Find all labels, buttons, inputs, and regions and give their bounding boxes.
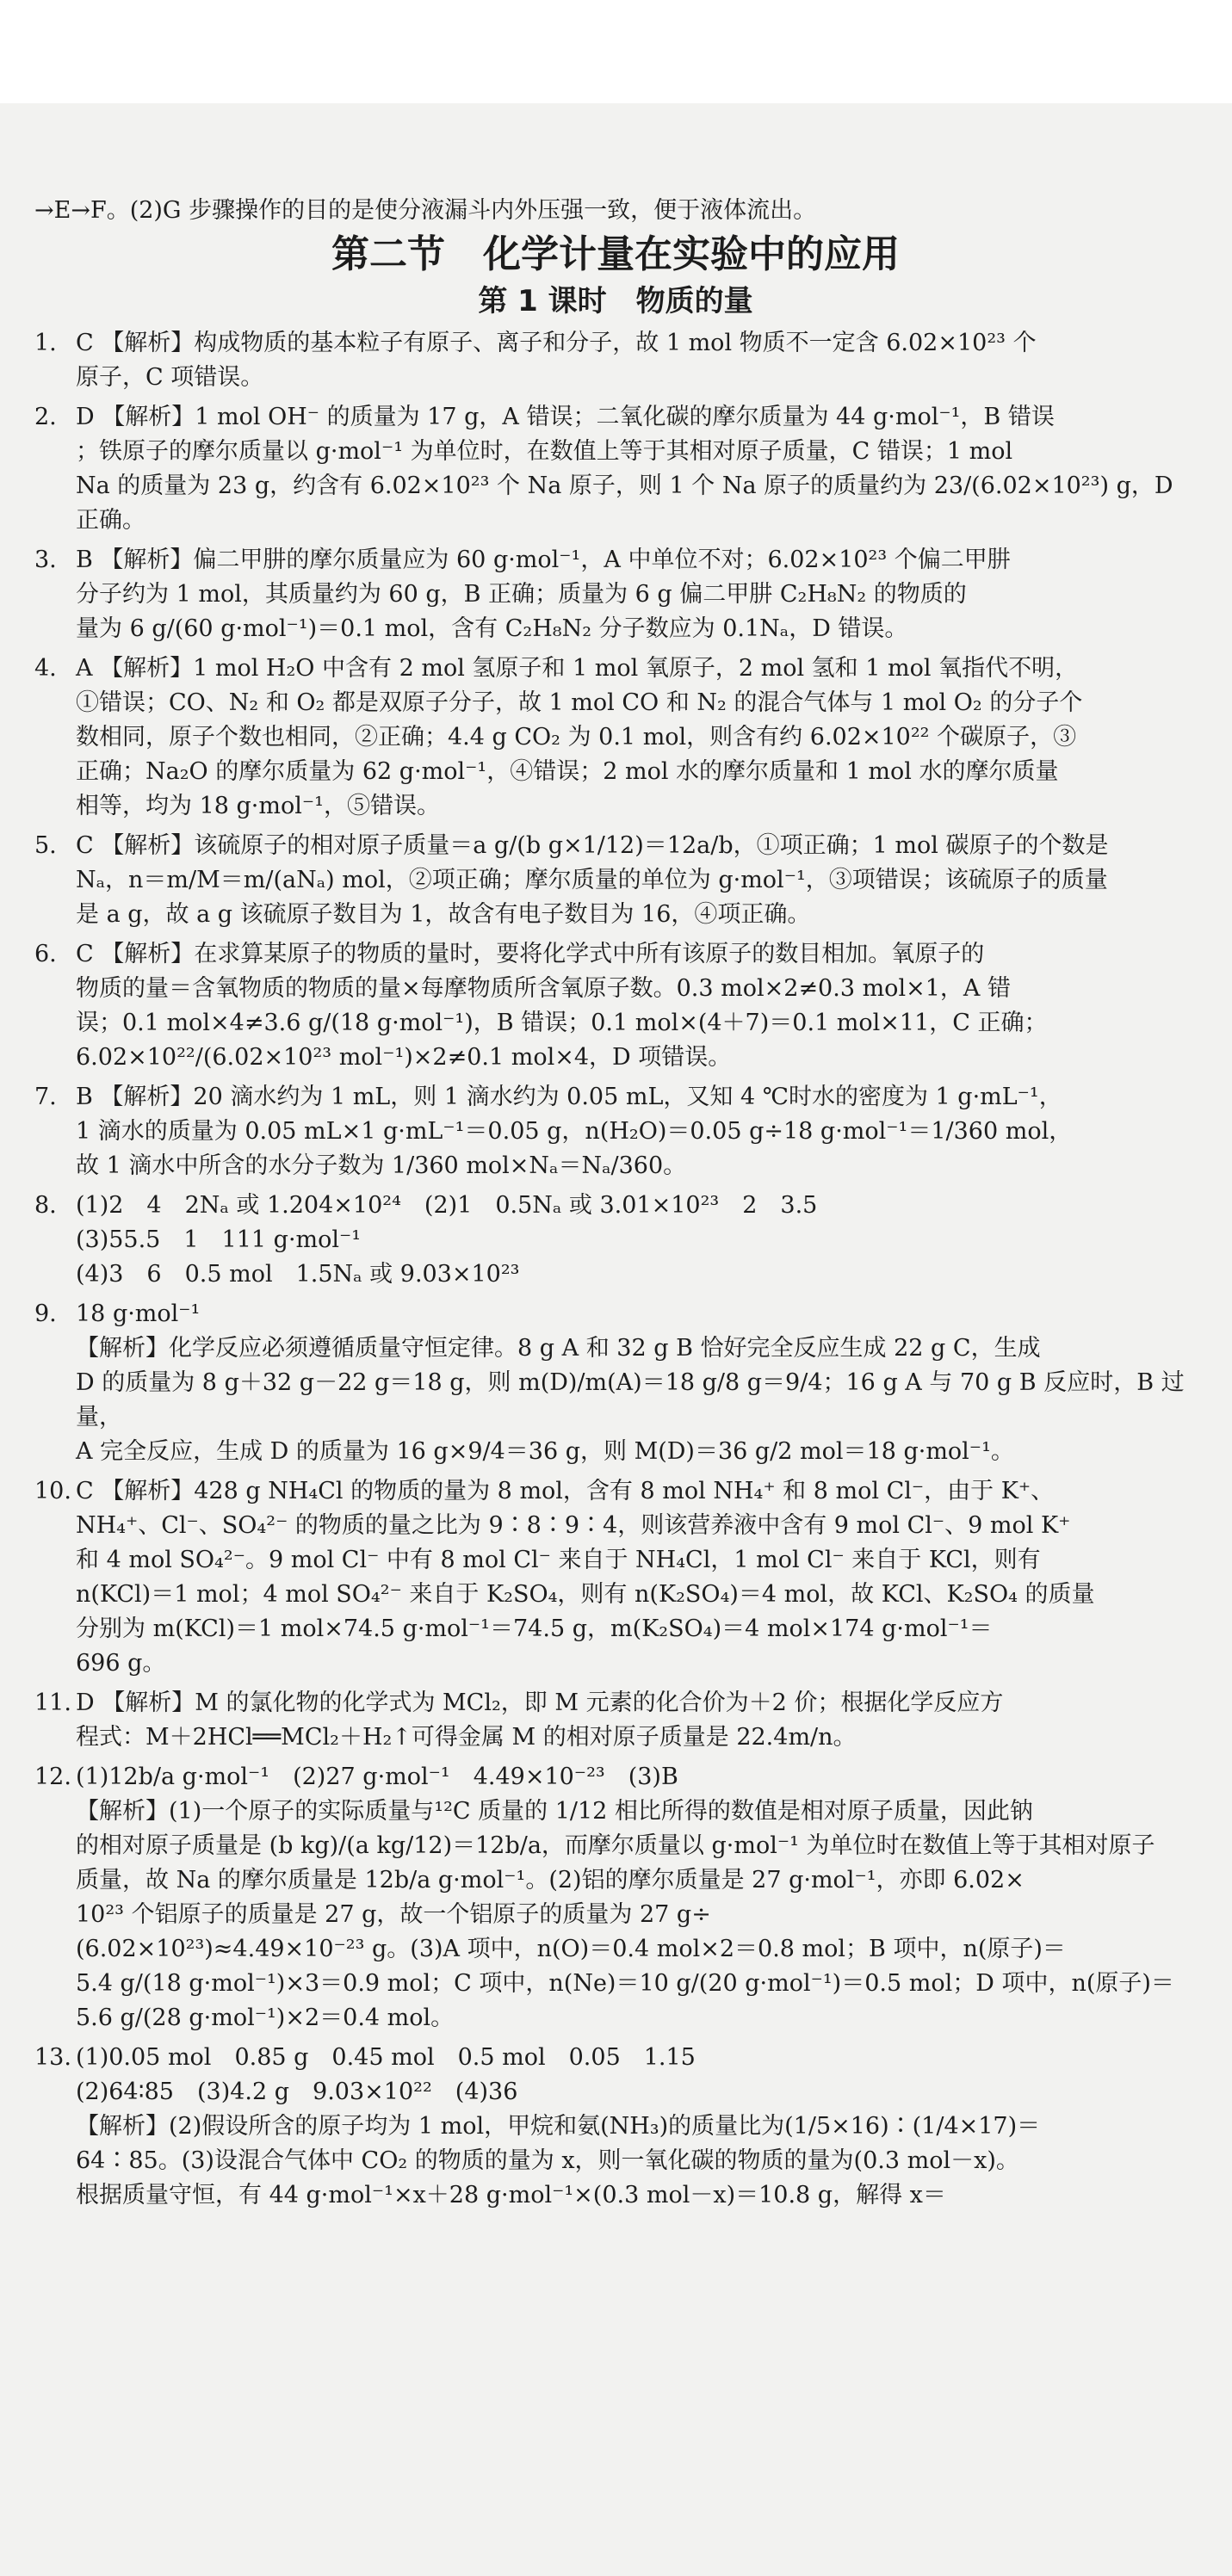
answer-line	[76, 1115, 1197, 1149]
answer-line	[76, 2144, 1197, 2178]
line-text: 64∶85。(3)设混合气体中 CO₂ 的物质的量为 x，则一氧化碳的物质的量为(0.3 mol－x)。	[76, 2147, 1019, 2174]
answer-line	[76, 2110, 1197, 2144]
answer-line	[76, 1863, 1197, 1898]
answer-line	[76, 2075, 1197, 2110]
answer-line	[76, 1331, 1197, 1366]
line-text: 数相同，原子个数也相同，②正确；4.4 g CO₂ 为 0.1 mol，则含有约 6.02×10²² 个碳原子，③	[76, 724, 1077, 751]
line-text: C 【解析】构成物质的基本粒子有原子、离子和分子，故 1 mol 物质不一定含 6.02×10²³ 个	[76, 330, 1037, 356]
answer-line	[76, 2178, 1197, 2213]
answer-line	[76, 1829, 1197, 1863]
line-text: 的相对原子质量是 (b kg)/(a kg/12)＝12b/a，而摩尔质量以 g·mol⁻¹ 为单位时在数值上等于其相对原子	[76, 1832, 1155, 1859]
line-text: Nₐ，n＝m/M＝m/(aNₐ) mol，②项正确；摩尔质量的单位为 g·mol⁻¹，③项错误；该硫原子的质量	[76, 867, 1108, 893]
answer-line	[76, 1720, 1197, 1755]
answer-line	[76, 1435, 1197, 1469]
line-text: n(KCl)＝1 mol；4 mol SO₄²⁻ 来自于 K₂SO₄，则有 n(K₂SO₄)＝4 mol，故 KCl、K₂SO₄ 的质量	[76, 1581, 1095, 1608]
line-text: (4)3 6 0.5 mol 1.5Nₐ 或 9.03×10²³	[76, 1261, 520, 1288]
item-number: 4.	[34, 655, 57, 682]
answer-line	[76, 1646, 1197, 1681]
line-text: 误；0.1 mol×4≠3.6 g/(18 g·mol⁻¹)，B 错误；0.1 mol×(4＋7)＝0.1 mol×11，C 正确；	[76, 1010, 1048, 1036]
item-number: 3.	[34, 547, 57, 573]
line-text: 分子约为 1 mol，其质量约为 60 g，B 正确；质量为 6 g 偏二甲肼 C₂H₈N₂ 的物质的	[76, 581, 967, 608]
line-text: 5.4 g/(18 g·mol⁻¹)×3＝0.9 mol；C 项中，n(Ne)＝10 g/(20 g·mol⁻¹)＝0.5 mol；D 项中，n(原子)＝	[76, 1970, 1174, 1997]
answer-line	[76, 1578, 1197, 1612]
answer-line	[76, 2001, 1197, 2035]
answer-line	[76, 1041, 1197, 1075]
answer-item	[34, 543, 1197, 646]
answer-line	[76, 1257, 1197, 1292]
answer-line	[76, 469, 1197, 503]
answer-line	[76, 1006, 1197, 1041]
answer-item	[34, 1474, 1197, 1681]
line-text: 分别为 m(KCl)＝1 mol×74.5 g·mol⁻¹＝74.5 g，m(K₂SO₄)＝4 mol×174 g·mol⁻¹＝	[76, 1615, 993, 1642]
line-text: Na 的质量为 23 g，约含有 6.02×10²³ 个 Na 原子，则 1 个 Na 原子的质量约为 23/(6.02×10²³) g，D	[76, 473, 1173, 499]
line-text: A 完全反应，生成 D 的质量为 16 g×9/4＝36 g，则 M(D)＝36 g/2 mol＝18 g·mol⁻¹。	[76, 1438, 1014, 1465]
answer-line	[34, 326, 1197, 361]
answer-line	[34, 829, 1197, 863]
answer-line	[34, 1189, 1197, 1223]
header-line: →E→F。(2)G 步骤操作的目的是使分液漏斗内外压强一致，便于液体流出。	[34, 197, 817, 224]
line-text: 根据质量守恒，有 44 g·mol⁻¹×x＋28 g·mol⁻¹×(0.3 mol－x)＝10.8 g，解得 x＝	[76, 2182, 946, 2208]
top-blank-band	[0, 0, 1232, 103]
answer-line	[34, 1686, 1197, 1720]
answer-line	[76, 972, 1197, 1006]
line-text: 物质的量＝含氧物质的物质的量×每摩物质所含氧原子数。0.3 mol×2≠0.3 mol×1，A 错	[76, 975, 1011, 1002]
line-text: D 的质量为 8 g＋32 g－22 g＝18 g，则 m(D)/m(A)＝18 g/8 g＝9/4；16 g A 与 70 g B 反应时，B 过量，	[76, 1369, 1185, 1430]
answer-item	[34, 2041, 1197, 2213]
item-number: 2.	[34, 404, 57, 430]
item-number: 13.	[34, 2044, 71, 2071]
answer-item	[34, 652, 1197, 824]
line-text: (1)0.05 mol 0.85 g 0.45 mol 0.5 mol 0.05 1.15	[76, 2044, 696, 2071]
line-text: 【解析】(2)假设所含的原子均为 1 mol，甲烷和氨(NH₃)的质量比为(1/5×16)∶(1/4×17)＝	[76, 2113, 1041, 2140]
line-text: 相等，均为 18 g·mol⁻¹，⑤错误。	[76, 793, 440, 819]
line-text: D 【解析】M 的氯化物的化学式为 MCl₂，即 M 元素的化合价为＋2 价；根据化学反应方	[76, 1690, 1004, 1716]
line-text: 696 g。	[76, 1650, 166, 1677]
line-text: 18 g·mol⁻¹	[76, 1300, 201, 1327]
answer-item	[34, 326, 1197, 395]
answer-line	[34, 1297, 1197, 1331]
item-number: 7.	[34, 1084, 57, 1110]
answer-item	[34, 1760, 1197, 2035]
answer-item	[34, 1189, 1197, 1292]
line-text: C 【解析】428 g NH₄Cl 的物质的量为 8 mol，含有 8 mol NH₄⁺ 和 8 mol Cl⁻，由于 K⁺、	[76, 1478, 1055, 1504]
answer-line	[76, 1149, 1197, 1183]
line-text: 1 滴水的质量为 0.05 mL×1 g·mL⁻¹＝0.05 g，n(H₂O)＝0.05 g÷18 g·mol⁻¹＝1/360 mol，	[76, 1118, 1073, 1145]
line-text: D 【解析】1 mol OH⁻ 的质量为 17 g，A 错误；二氧化碳的摩尔质量为 44 g·mol⁻¹，B 错误	[76, 404, 1055, 430]
answer-item	[34, 937, 1197, 1075]
answer-line	[76, 1932, 1197, 1967]
item-number: 10.	[34, 1478, 71, 1504]
answer-line	[34, 652, 1197, 686]
line-text: 正确。	[76, 507, 145, 534]
answer-list	[34, 326, 1197, 2213]
answer-line	[76, 686, 1197, 720]
answer-line	[76, 789, 1197, 824]
answer-line	[34, 937, 1197, 972]
section-title: 第二节 化学计量在实验中的应用	[331, 232, 900, 276]
line-text: (1)2 4 2Nₐ 或 1.204×10²⁴ (2)1 0.5Nₐ 或 3.01×10²³ 2 3.5	[76, 1192, 818, 1219]
answer-line	[34, 1760, 1197, 1795]
answer-line	[76, 898, 1197, 932]
line-text: (6.02×10²³)≈4.49×10⁻²³ g。(3)A 项中，n(O)＝0.4 mol×2＝0.8 mol；B 项中，n(原子)＝	[76, 1936, 1066, 1962]
line-text: 【解析】(1)一个原子的实际质量与¹²C 质量的 1/12 相比所得的数值是相对原子质量，因此钠	[76, 1798, 1033, 1825]
item-number: 5.	[34, 832, 57, 859]
line-text: 5.6 g/(28 g·mol⁻¹)×2＝0.4 mol。	[76, 2005, 455, 2031]
line-text: ①错误；CO、N₂ 和 O₂ 都是双原子分子，故 1 mol CO 和 N₂ 的混合气体与 1 mol O₂ 的分子个	[76, 689, 1083, 716]
line-text: NH₄⁺、Cl⁻、SO₄²⁻ 的物质的量之比为 9∶8∶9∶4，则该营养液中含有 9 mol Cl⁻、9 mol K⁺	[76, 1512, 1071, 1539]
answer-item	[34, 400, 1197, 538]
item-number: 1.	[34, 330, 57, 356]
answer-line	[76, 361, 1197, 395]
line-text: 和 4 mol SO₄²⁻。9 mol Cl⁻ 中有 8 mol Cl⁻ 来自于 NH₄Cl，1 mol Cl⁻ 来自于 KCl，则有	[76, 1547, 1041, 1573]
answer-line	[76, 755, 1197, 789]
answer-line	[76, 863, 1197, 898]
line-text: B 【解析】20 滴水约为 1 mL，则 1 滴水约为 0.05 mL，又知 4 ℃时水的密度为 1 g·mL⁻¹，	[76, 1084, 1062, 1110]
answer-line	[34, 1080, 1197, 1115]
line-text: C 【解析】在求算某原子的物质的量时，要将化学式中所有该原子的数目相加。氧原子的	[76, 941, 985, 967]
answer-line	[76, 1223, 1197, 1257]
line-text: 程式：M＋2HCl══MCl₂＋H₂↑可得金属 M 的相对原子质量是 22.4m/n。	[76, 1724, 857, 1751]
line-text: 质量，故 Na 的摩尔质量是 12b/a g·mol⁻¹。(2)铝的摩尔质量是 27 g·mol⁻¹，亦即 6.02×	[76, 1867, 1025, 1893]
line-text: 正确；Na₂O 的摩尔质量为 62 g·mol⁻¹，④错误；2 mol 水的摩尔质量和 1 mol 水的摩尔质量	[76, 758, 1059, 785]
answer-line	[76, 1366, 1197, 1435]
answer-item	[34, 829, 1197, 932]
answer-line	[34, 400, 1197, 435]
line-text: ；铁原子的摩尔质量以 g·mol⁻¹ 为单位时，在数值上等于其相对原子质量，C 错误；1 mol	[76, 438, 1013, 465]
item-number: 8.	[34, 1192, 57, 1219]
document-body	[34, 194, 1197, 2213]
item-number: 6.	[34, 941, 57, 967]
answer-line	[34, 543, 1197, 578]
answer-line	[76, 435, 1197, 469]
line-text: B 【解析】偏二甲肼的摩尔质量应为 60 g·mol⁻¹，A 中单位不对；6.02×10²³ 个偏二甲肼	[76, 547, 1011, 573]
answer-line	[76, 1898, 1197, 1932]
answer-item	[34, 1297, 1197, 1469]
line-text: C 【解析】该硫原子的相对原子质量＝a g/(b g×1/12)＝12a/b，①项正确；1 mol 碳原子的个数是	[76, 832, 1109, 859]
line-text: A 【解析】1 mol H₂O 中含有 2 mol 氢原子和 1 mol 氧原子，2 mol 氢和 1 mol 氧指代不明，	[76, 655, 1079, 682]
answer-line	[76, 612, 1197, 646]
line-text: 量为 6 g/(60 g·mol⁻¹)＝0.1 mol，含有 C₂H₈N₂ 分子数应为 0.1Nₐ，D 错误。	[76, 615, 908, 642]
line-text: (1)12b/a g·mol⁻¹ (2)27 g·mol⁻¹ 4.49×10⁻²³ (3)B	[76, 1764, 678, 1790]
lesson-title: 第 1 课时 物质的量	[478, 284, 753, 318]
answer-line	[34, 2041, 1197, 2075]
answer-line	[76, 720, 1197, 755]
item-number: 11.	[34, 1690, 71, 1716]
item-number: 12.	[34, 1764, 71, 1790]
answer-line	[76, 578, 1197, 612]
line-text: 故 1 滴水中所含的水分子数为 1/360 mol×Nₐ＝Nₐ/360。	[76, 1152, 687, 1179]
answer-line	[34, 1474, 1197, 1509]
answer-line	[76, 1543, 1197, 1578]
item-number: 9.	[34, 1300, 57, 1327]
line-text: 10²³ 个铝原子的质量是 27 g，故一个铝原子的质量为 27 g÷	[76, 1901, 711, 1928]
answer-line	[76, 1612, 1197, 1646]
answer-line	[76, 1795, 1197, 1829]
answer-line	[76, 503, 1197, 538]
answer-line	[76, 1967, 1197, 2001]
line-text: 6.02×10²²/(6.02×10²³ mol⁻¹)×2≠0.1 mol×4，D 项错误。	[76, 1044, 732, 1071]
line-text: (3)55.5 1 111 g·mol⁻¹	[76, 1226, 362, 1253]
line-text: 是 a g，故 a g 该硫原子数目为 1，故含有电子数目为 16，④项正确。	[76, 901, 811, 928]
line-text: 【解析】化学反应必须遵循质量守恒定律。8 g A 和 32 g B 恰好完全反应生成 22 g C，生成	[76, 1335, 1041, 1362]
line-text: (2)64∶85 (3)4.2 g 9.03×10²² (4)36	[76, 2079, 518, 2105]
answer-line	[76, 1509, 1197, 1543]
line-text: 原子，C 项错误。	[76, 364, 264, 391]
answer-item	[34, 1080, 1197, 1183]
answer-item	[34, 1686, 1197, 1755]
